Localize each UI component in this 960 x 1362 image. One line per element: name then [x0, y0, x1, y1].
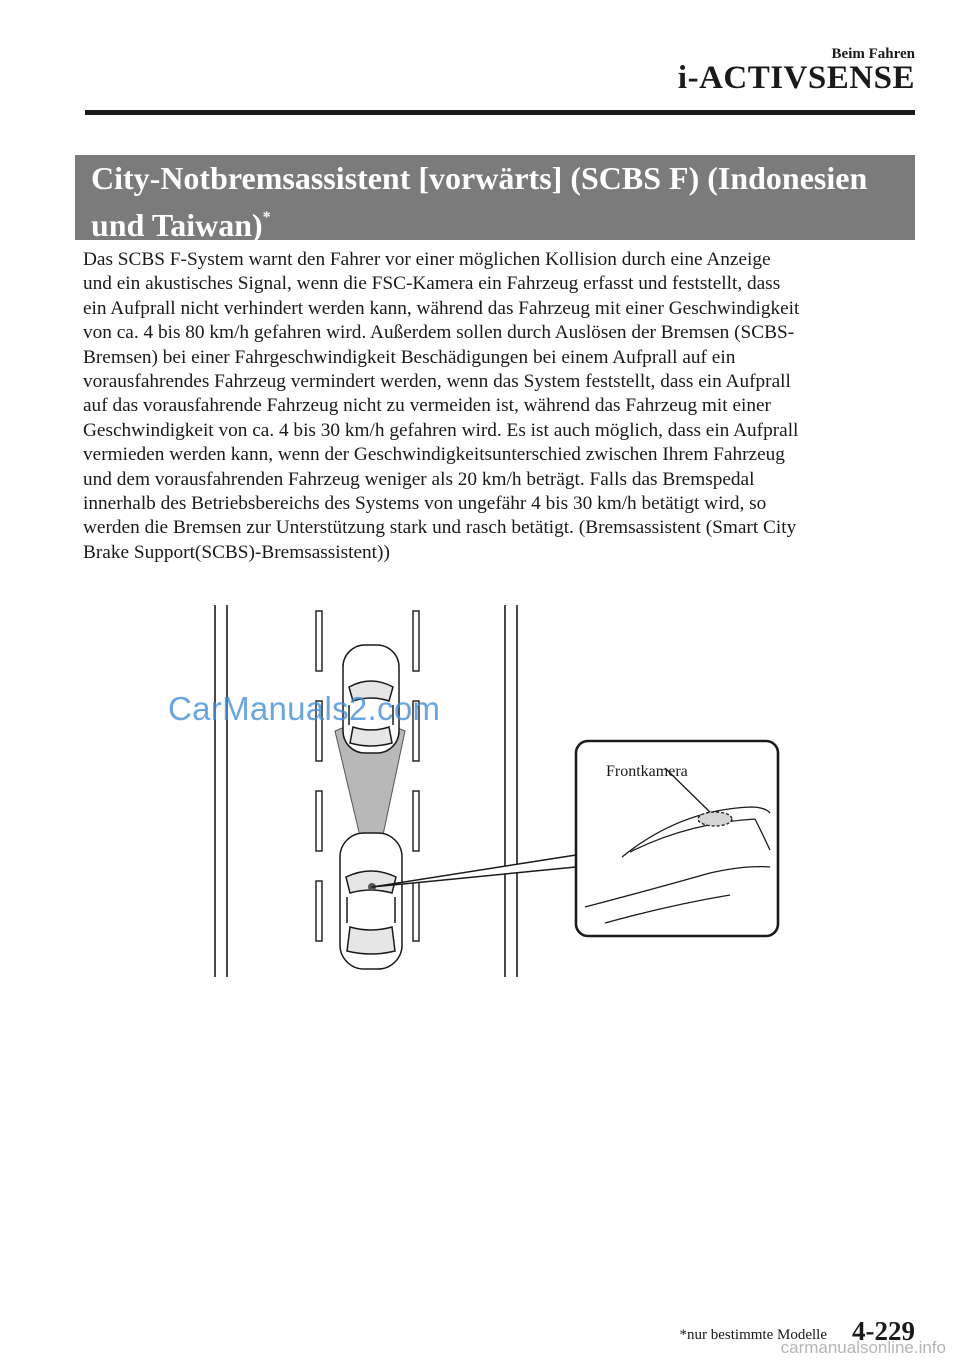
- section-label: Beim Fahren: [831, 46, 915, 62]
- watermark: CarManuals2.com: [168, 690, 441, 727]
- chapter-title: i-ACTIVSENSE: [677, 60, 915, 96]
- section-title: [91, 158, 906, 245]
- scbs-illustration: [210, 605, 785, 980]
- model-footnote-marker: *: [262, 209, 271, 226]
- page-number: 4-229: [852, 1316, 915, 1346]
- body-paragraph: Das SCBS F-System warnt den Fahrer vor einer möglichen Kollision durch eine Anzeige und ein akustisches Signal, wenn die FSC-Kamera ein Fahrzeug erfasst und feststellt, dass ein Aufprall nicht verhindert werden kann, während das Fahrzeug mit einer Geschwindigkeit von ca. 4 bis 80 km/h gefahren wird. Außerdem sollen durch Auslösen der Bremsen (SCBS- Bremsen) bei einer Fahrgeschwindigkeit Beschädigungen bei einem Aufprall auf ein vorausfahrendes Fahrzeug vermindert werden, wenn das System feststellt, dass ein Aufprall auf das vorausfahrende Fahrzeug nicht zu vermeiden ist, während das Fahrzeug mit einer Geschwindigkeit von ca. 4 bis 30 km/h gefahren wird. Es ist auch möglich, dass ein Aufprall vermieden werden kann, wenn der Geschwindigkeitsunterschied zwischen Ihrem Fahrzeug und dem vorausfahrenden Fahrzeug weniger als 20 km/h beträgt. Falls das Bremspedal innerhalb des Betriebsbereichs des Systems von ungefähr 4 bis 30 km/h betätigt wird, so werden die Bremsen zur Unterstützung stark und rasch betätigt. (Bremsassistent (Smart City Brake Support(SCBS)-Bremsassistent)): [83, 249, 800, 563]
- front-camera-label: Frontkamera: [606, 763, 688, 780]
- footnote: *nur bestimmte Modelle: [679, 1327, 827, 1343]
- section-title-text: City-Notbremsassistent [vorwärts] (SCBS F) (Indonesien und Taiwan): [91, 160, 868, 243]
- header-rule: [85, 110, 915, 115]
- site-watermark[interactable]: carmanualsonline.info: [780, 1338, 946, 1357]
- own-vehicle: [340, 833, 402, 969]
